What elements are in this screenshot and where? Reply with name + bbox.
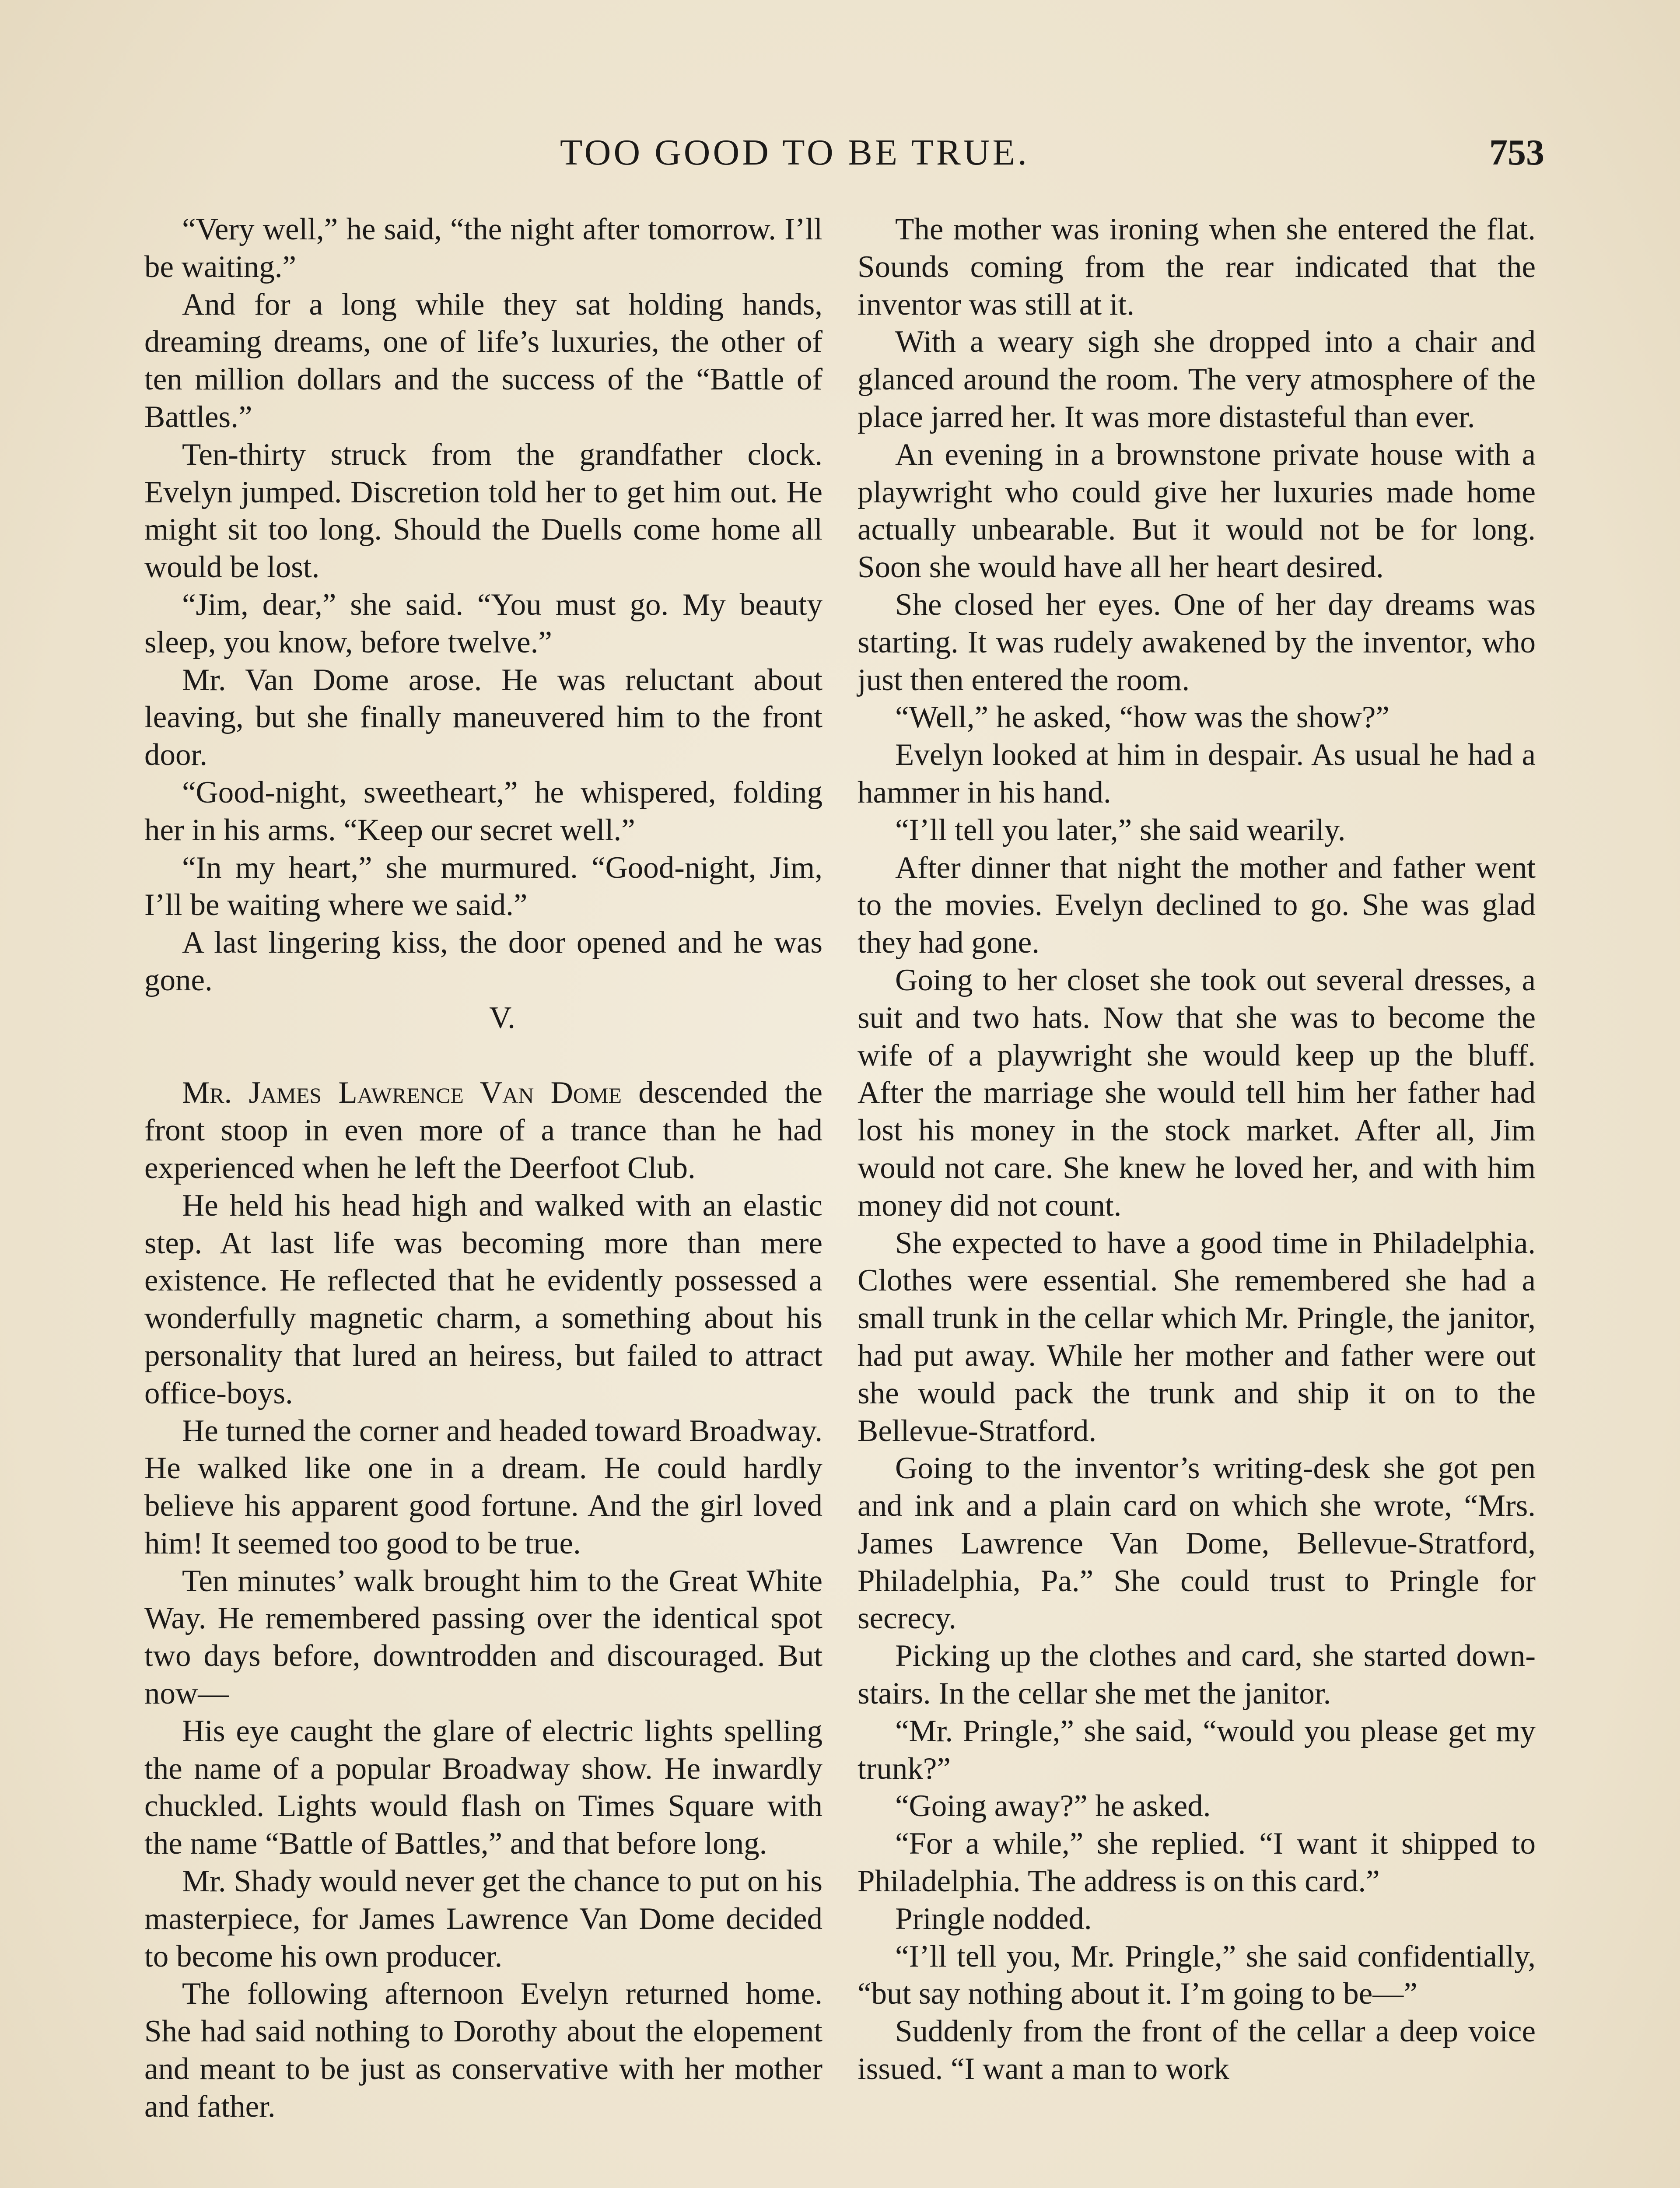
small-caps-name: Mr. James Lawrence Van Dome: [182, 1076, 622, 1110]
left-column: [144, 211, 822, 2126]
section-opening-paragraph: [144, 1074, 822, 1187]
paragraph: “Going away?” he asked.: [895, 1789, 1211, 1823]
paragraph: Mr. Van Dome arose. He was reluctant about leaving, but she finally maneuvered him to the front door.: [144, 663, 822, 772]
section-heading: V.: [489, 1000, 515, 1035]
paragraph: Going to the inventor’s writing-desk she got pen and ink and a plain card on which she wrote, “Mrs. James Lawrence Van Dome, Bellevue-Stratford, Philadelphia, Pa.” She could trust to Pringle for secrecy.: [858, 1451, 1536, 1636]
paragraph: “I’ll tell you, Mr. Pringle,” she said confidentially, “but say nothing about it. I’m going to be—”: [858, 1939, 1536, 2011]
paragraph: “Mr. Pringle,” she said, “would you please get my trunk?”: [858, 1714, 1536, 1786]
paragraph: The following afternoon Evelyn returned home. She had said nothing to Dorothy about the elopement and meant to be just as conservative with her mother and father.: [144, 1977, 822, 2124]
paragraph: His eye caught the glare of electric lights spelling the name of a popular Broadway show. He inwardly chuckled. Lights would flash on Times Square with the name “Battle of Battles,” and that before long.: [144, 1714, 822, 1861]
paragraph: “Good-night, sweetheart,” he whispered, folding her in his arms. “Keep our secret well.”: [144, 775, 822, 847]
paragraph: With a weary sigh she dropped into a chair and glanced around the room. The very atmosphere of the place jarred her. It was more distasteful than ever.: [858, 325, 1536, 434]
paragraph: Pringle nodded.: [895, 1901, 1092, 1936]
paragraph: Evelyn looked at him in despair. As usual he had a hammer in his hand.: [858, 738, 1536, 810]
paragraph: He turned the corner and headed toward Broadway. He walked like one in a dream. He could hardly believe his apparent good fortune. And the girl loved him! It seemed too good to be true.: [144, 1413, 822, 1560]
opening-text: descended the front stoop in even more of a trance than he had experienced when he left the Deerfoot Club.: [144, 1076, 822, 1185]
paragraph: “Jim, dear,” she said. “You must go. My beauty sleep, you know, before twelve.”: [144, 587, 822, 659]
paragraph: After dinner that night the mother and father went to the movies. Evelyn declined to go. She was glad they had gone.: [858, 850, 1536, 960]
paragraph: Mr. Shady would never get the chance to put on his masterpiece, for James Lawrence Van Dome decided to become his own producer.: [144, 1864, 822, 1974]
paragraph: “For a while,” she replied. “I want it shipped to Philadelphia. The address is on this card.”: [858, 1827, 1536, 1899]
paragraph: The mother was ironing when she entered the flat. Sounds coming from the rear indicated that the inventor was still at it.: [858, 212, 1536, 322]
paragraph: A last lingering kiss, the door opened and he was gone.: [144, 926, 822, 997]
paragraph: “Well,” he asked, “how was the show?”: [895, 700, 1390, 735]
paragraph: She expected to have a good time in Philadelphia. Clothes were essential. She remembered she had a small trunk in the cellar which Mr. Pringle, the janitor, had put away. While her mother and father were out she would pack the trunk and ship it on to the Bellevue-Stratford.: [858, 1226, 1536, 1448]
paragraph: Ten-thirty struck from the grandfather clock. Evelyn jumped. Discretion told her to get him out. He might sit too long. Should the Duells come home all would be lost.: [144, 437, 822, 585]
right-column: [858, 211, 1536, 2088]
paragraph: And for a long while they sat holding hands, dreaming dreams, one of life’s luxuries, the other of ten million dollars and the success of the “Battle of Battles.”: [144, 287, 822, 434]
paragraph: An evening in a brownstone private house with a playwright who could give her luxuries made home actually unbearable. But it would not be for long. Soon she would have all her heart desired.: [858, 437, 1536, 585]
running-title: TOO GOOD TO BE TRUE.: [560, 132, 1029, 173]
paragraph: Suddenly from the front of the cellar a deep voice issued. “I want a man to work: [858, 2014, 1536, 2086]
paragraph: He held his head high and walked with an elastic step. At last life was becoming more than mere existence. He reflected that he evidently possessed a wonderfully magnetic charm, a something about his personality that lured an heiress, but failed to attract office-boys.: [144, 1188, 822, 1410]
paragraph: “In my heart,” she murmured. “Good-night, Jim, I’ll be waiting where we said.”: [144, 850, 822, 922]
page-header: [144, 131, 1544, 184]
paragraph: She closed her eyes. One of her day dreams was starting. It was rudely awakened by the inventor, who just then entered the room.: [858, 587, 1536, 697]
paragraph: “I’ll tell you later,” she said wearily.: [895, 813, 1346, 847]
paragraph: Picking up the clothes and card, she started down-stairs. In the cellar she met the janitor.: [858, 1639, 1536, 1711]
paragraph: Ten minutes’ walk brought him to the Great White Way. He remembered passing over the identical spot two days before, downtrodden and discouraged. But now—: [144, 1564, 822, 1711]
paragraph: Going to her closet she took out several dresses, a suit and two hats. Now that she was to become the wife of a playwright she would keep up the bluff. After the marriage she would tell him her father had lost his money in the stock market. After all, Jim would not care. She knew he loved her, and with him money did not count.: [858, 963, 1536, 1223]
page-number: 753: [1489, 132, 1544, 173]
paragraph: “Very well,” he said, “the night after tomorrow. I’ll be waiting.”: [144, 212, 822, 284]
